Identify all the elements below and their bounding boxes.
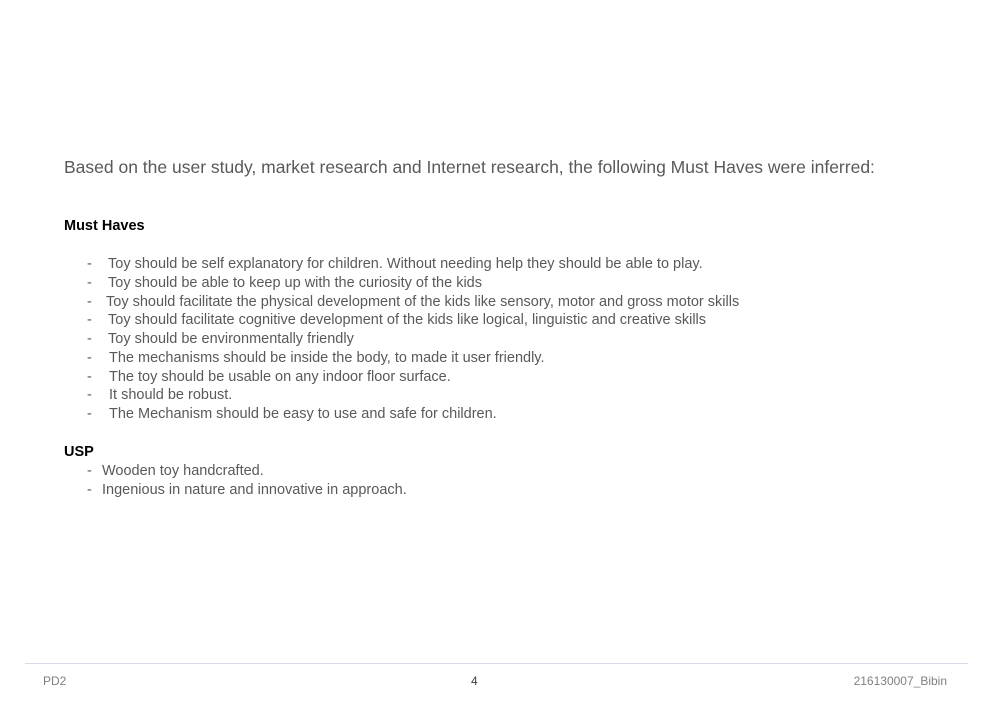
dash-bullet: - (87, 293, 92, 310)
dash-bullet: - (87, 349, 92, 366)
list-item-text: Ingenious in nature and innovative in approach. (102, 481, 407, 498)
list-item-text: The Mechanism should be easy to use and safe for children. (109, 406, 497, 422)
list-item-text: Toy should be self explanatory for children. Without needing help they should be able to play. (108, 256, 703, 272)
list-item-text: Toy should facilitate the physical development of the kids like sensory, motor and gross motor skills (106, 293, 740, 310)
list-item-text: Wooden toy handcrafted. (102, 463, 264, 479)
dash-bullet: - (87, 256, 92, 272)
dash-bullet: - (87, 406, 92, 422)
dash-bullet: - (87, 481, 92, 498)
dash-bullet: - (87, 331, 92, 347)
dash-bullet: - (87, 368, 92, 385)
list-item-text: The toy should be usable on any indoor floor surface. (109, 368, 451, 385)
dash-bullet: - (87, 463, 92, 479)
list-item-text: Toy should be environmentally friendly (108, 331, 354, 347)
list-item-text: Toy should be able to keep up with the curiosity of the kids (108, 274, 482, 291)
footer-course-code: PD2 (43, 674, 67, 688)
footer-page-number: 4 (471, 674, 478, 688)
must-haves-heading: Must Haves (64, 218, 145, 234)
usp-heading: USP (64, 444, 94, 460)
dash-bullet: - (87, 312, 92, 329)
list-item-text: Toy should facilitate cognitive development of the kids like logical, linguistic and creative skills (108, 312, 707, 329)
dash-bullet: - (87, 387, 92, 404)
footer-author-id: 216130007_Bibin (853, 674, 947, 688)
footer-divider (25, 663, 968, 664)
dash-bullet: - (87, 274, 92, 291)
list-item-text: It should be robust. (109, 387, 233, 404)
list-item-text: The mechanisms should be inside the body, to made it user friendly. (109, 349, 545, 366)
intro-text: Based on the user study, market research and Internet research, the following Must Haves were inferred: (64, 157, 875, 177)
